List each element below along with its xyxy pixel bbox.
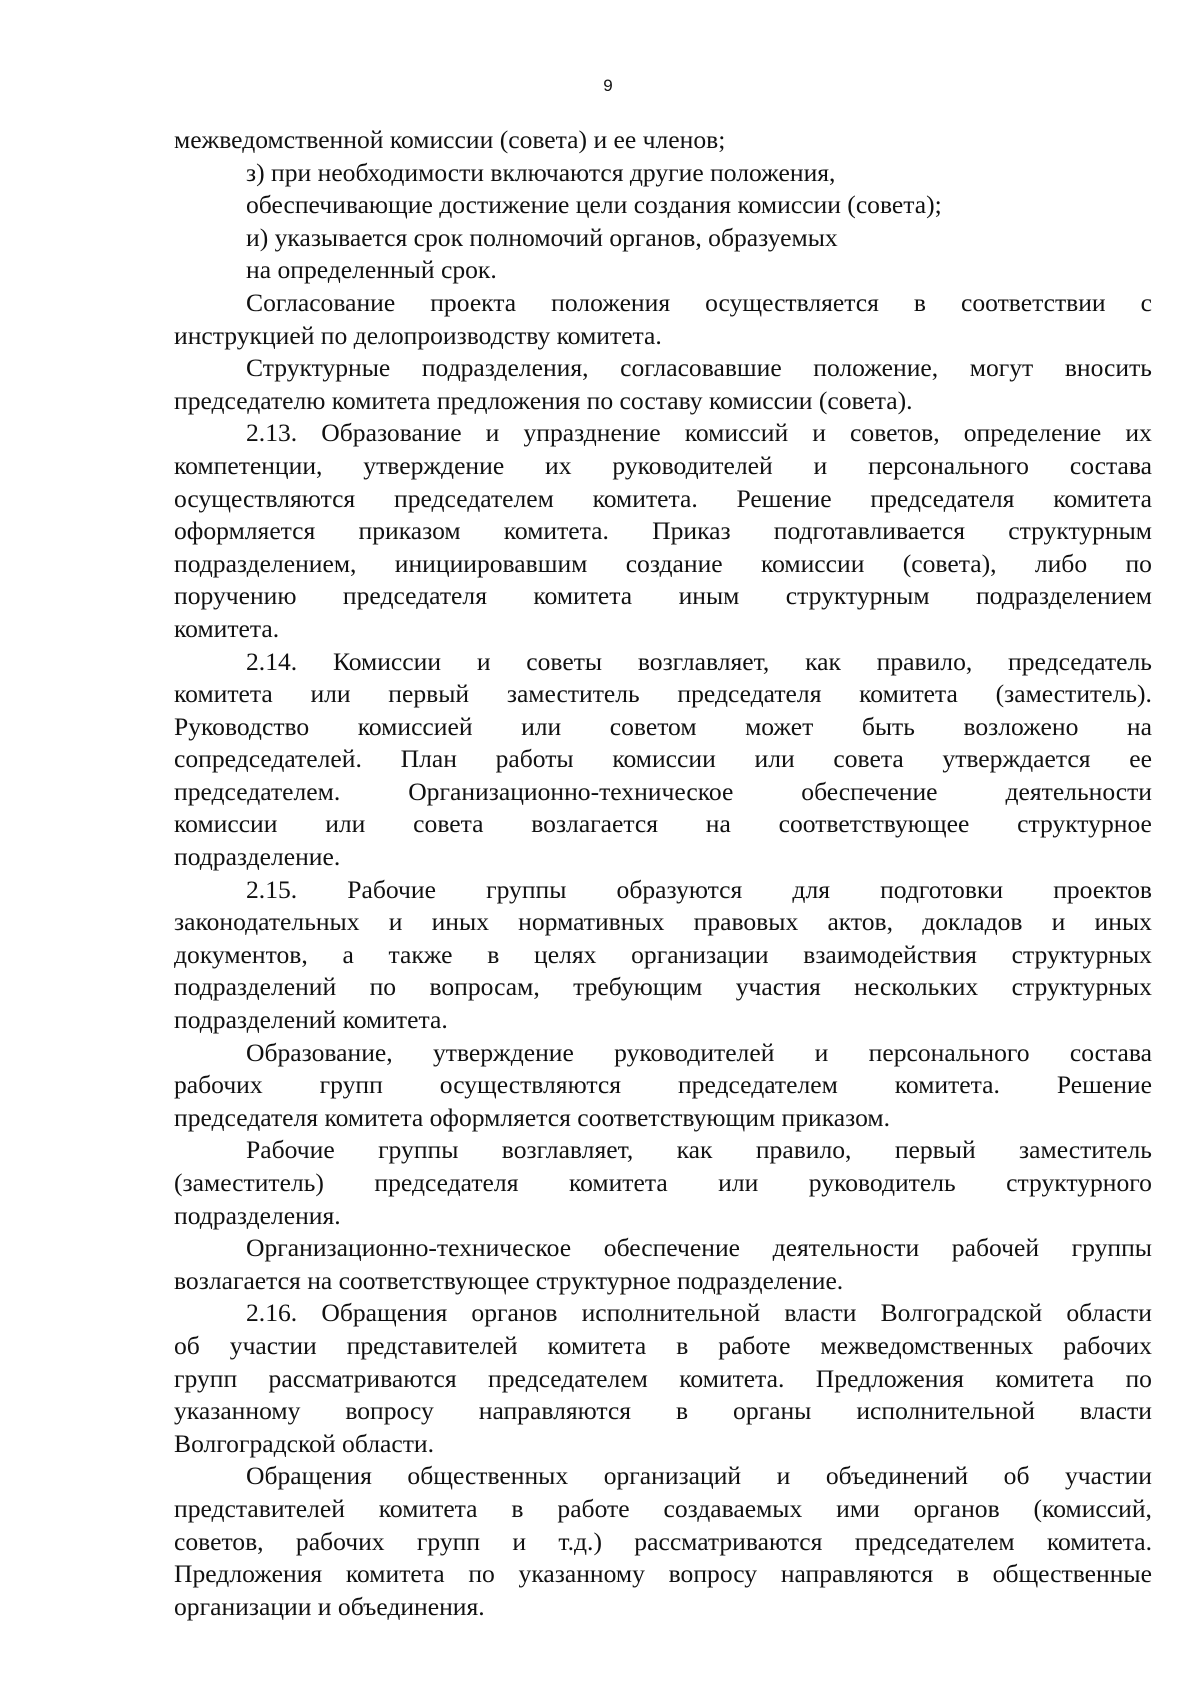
word: указанному bbox=[174, 1396, 301, 1426]
text-line: организации и объединения. bbox=[174, 1591, 485, 1621]
word: взаимодействия bbox=[803, 939, 977, 969]
text-line bbox=[174, 711, 1152, 744]
word: заместитель bbox=[506, 679, 640, 709]
word: председателя bbox=[342, 581, 487, 611]
word: участия bbox=[735, 972, 821, 1002]
word: председателем bbox=[488, 1363, 648, 1393]
word: иных bbox=[1094, 907, 1152, 937]
word: и bbox=[512, 1526, 527, 1556]
word: (заместитель). bbox=[995, 679, 1152, 709]
word: их bbox=[545, 450, 572, 480]
word: согласовавшие bbox=[620, 353, 782, 383]
text-line bbox=[174, 808, 1152, 841]
word: ими bbox=[836, 1493, 880, 1523]
word: председателем bbox=[677, 1070, 838, 1100]
word: возложено bbox=[963, 711, 1079, 741]
word: в bbox=[913, 287, 926, 317]
word: 2.13. bbox=[246, 418, 298, 448]
text-line bbox=[174, 1363, 1152, 1396]
text-line bbox=[174, 971, 1152, 1004]
word: по bbox=[369, 972, 397, 1002]
word: рассматриваются bbox=[634, 1526, 823, 1556]
text-line: обеспечивающие достижение цели создания комиссии (совета); bbox=[246, 190, 942, 220]
text-line bbox=[174, 874, 1152, 907]
word: по bbox=[468, 1559, 495, 1589]
text-line bbox=[174, 776, 1152, 809]
word: положение, bbox=[813, 353, 939, 383]
word: с bbox=[1140, 287, 1152, 317]
page-number: 9 bbox=[603, 76, 613, 95]
word: рабочих bbox=[295, 1526, 385, 1556]
text-line bbox=[174, 580, 1152, 613]
word: власти bbox=[1079, 1396, 1152, 1426]
text-line: председателю комитета предложения по составу комиссии (совета). bbox=[174, 385, 913, 415]
word: советы bbox=[526, 646, 603, 676]
word: комитета. bbox=[503, 516, 609, 546]
word: иных bbox=[431, 907, 489, 937]
word: на bbox=[1126, 711, 1152, 741]
word: по bbox=[1125, 1363, 1152, 1393]
text-line bbox=[174, 743, 1152, 776]
word: структурным bbox=[785, 581, 930, 611]
word: ее bbox=[1129, 744, 1152, 774]
word: исполнительной bbox=[581, 1298, 761, 1328]
word: (совета), bbox=[902, 548, 997, 578]
word: актов, bbox=[827, 907, 894, 937]
text-line bbox=[174, 1232, 1152, 1265]
text-line: подразделения. bbox=[174, 1200, 341, 1230]
text-line bbox=[174, 1330, 1152, 1363]
word: соответствующее bbox=[778, 809, 970, 839]
word: об bbox=[1003, 1461, 1030, 1491]
word: для bbox=[792, 874, 830, 904]
word: и bbox=[1051, 907, 1066, 937]
word: комитета. bbox=[679, 1363, 785, 1393]
word: исполнительной bbox=[856, 1396, 1035, 1426]
document-body bbox=[174, 124, 1152, 1623]
word: правило, bbox=[755, 1135, 852, 1165]
word: комиссии bbox=[760, 548, 865, 578]
word: подразделений bbox=[174, 972, 337, 1002]
text-line: и) указывается срок полномочий органов, образуемых bbox=[246, 222, 838, 252]
word: положения bbox=[551, 287, 671, 317]
text-line: председателя комитета оформляется соответствующим приказом. bbox=[174, 1102, 891, 1132]
word: работе bbox=[718, 1330, 791, 1360]
word: утверждение bbox=[363, 450, 505, 480]
text-line: подразделений комитета. bbox=[174, 1005, 448, 1035]
word: может bbox=[745, 711, 814, 741]
word: рабочих bbox=[1063, 1330, 1152, 1360]
word: структурного bbox=[1006, 1168, 1152, 1197]
word: Предложения bbox=[815, 1363, 964, 1393]
word: совета bbox=[833, 744, 904, 774]
text-line bbox=[174, 1526, 1152, 1559]
word: структурным bbox=[1008, 516, 1152, 546]
word: либо bbox=[1034, 548, 1088, 578]
word: председателя bbox=[677, 679, 822, 709]
word: или bbox=[718, 1168, 759, 1197]
word: общественные bbox=[992, 1559, 1152, 1589]
text-line bbox=[174, 678, 1152, 711]
word: могут bbox=[969, 353, 1034, 383]
word: в bbox=[956, 1559, 969, 1589]
word: комитета bbox=[547, 1330, 647, 1360]
word: возлагается bbox=[531, 809, 659, 839]
word: рассматриваются bbox=[268, 1363, 457, 1393]
word: Предложения bbox=[174, 1559, 323, 1589]
word: групп bbox=[319, 1070, 383, 1100]
text-line bbox=[174, 1167, 1152, 1200]
text-line: Волгоградской области. bbox=[174, 1428, 434, 1458]
word: вносить bbox=[1064, 353, 1152, 383]
text-line: подразделение. bbox=[174, 842, 341, 872]
word: организации bbox=[631, 939, 769, 969]
word: работы bbox=[495, 744, 574, 774]
word: создаваемых bbox=[663, 1493, 803, 1523]
text-line: на определенный срок. bbox=[246, 255, 497, 285]
word: сопредседателей. bbox=[174, 744, 362, 774]
text-line: з) при необходимости включаются другие положения, bbox=[246, 157, 836, 187]
word: комитета. bbox=[1046, 1526, 1152, 1556]
word: Рабочие bbox=[246, 1135, 335, 1165]
word: возглавляет, bbox=[501, 1135, 634, 1165]
text-line bbox=[174, 548, 1152, 581]
word: правовых bbox=[693, 907, 799, 937]
word: докладов bbox=[922, 907, 1023, 937]
word: как bbox=[805, 646, 841, 676]
word: в bbox=[511, 1493, 524, 1523]
word: рабочей bbox=[951, 1233, 1040, 1263]
word: возглавляет, bbox=[637, 646, 770, 676]
word: руководителей bbox=[612, 450, 773, 480]
word: подготовки bbox=[880, 874, 1004, 904]
word: группы bbox=[378, 1135, 459, 1165]
word: поручению bbox=[174, 581, 297, 611]
word: соответствии bbox=[961, 287, 1106, 317]
word: комитета bbox=[568, 1168, 668, 1197]
word: Обращения bbox=[246, 1461, 372, 1491]
word: указанному bbox=[518, 1559, 645, 1589]
word: советом bbox=[609, 711, 697, 741]
word: группы bbox=[1071, 1233, 1152, 1263]
word: и bbox=[388, 907, 403, 937]
word: утверждение bbox=[432, 1037, 574, 1067]
word: их bbox=[1125, 418, 1152, 448]
word: осуществляется bbox=[705, 287, 879, 317]
word: Обращения bbox=[321, 1298, 448, 1328]
word: 2.16. bbox=[246, 1298, 298, 1328]
word: вопросу bbox=[668, 1559, 758, 1589]
word: группы bbox=[486, 874, 567, 904]
word: комиссий bbox=[684, 418, 789, 448]
word: и bbox=[776, 1461, 791, 1491]
word: подразделением bbox=[975, 581, 1152, 611]
word: Образование bbox=[321, 418, 462, 448]
text-line bbox=[174, 450, 1152, 483]
word: председателем. bbox=[174, 776, 341, 806]
word: Рабочие bbox=[347, 874, 436, 904]
text-line bbox=[174, 906, 1152, 939]
word: Комиссии bbox=[332, 646, 442, 676]
word: власти bbox=[784, 1298, 857, 1328]
word: (заместитель) bbox=[174, 1168, 324, 1197]
word: объединений bbox=[825, 1461, 969, 1491]
word: заместитель bbox=[1019, 1135, 1152, 1165]
word: проектов bbox=[1053, 874, 1152, 904]
text-line bbox=[174, 1558, 1152, 1591]
word: комитета bbox=[345, 1559, 445, 1589]
word: подразделения, bbox=[421, 353, 589, 383]
word: осуществляются bbox=[174, 483, 356, 513]
word: Согласование bbox=[246, 287, 396, 317]
word: советов, bbox=[850, 418, 940, 448]
word: участии bbox=[1065, 1461, 1152, 1491]
word: комиссии bbox=[174, 809, 278, 839]
word: комитета bbox=[1053, 483, 1152, 513]
word: персонального bbox=[868, 1037, 1030, 1067]
word: (комиссий, bbox=[1033, 1493, 1152, 1523]
word: и bbox=[812, 418, 826, 448]
word: совета bbox=[413, 809, 484, 839]
word: или bbox=[521, 711, 562, 741]
word: проекта bbox=[430, 287, 517, 317]
word: персонального bbox=[868, 450, 1029, 480]
word: работе bbox=[557, 1493, 630, 1523]
word: Организационно-техническое bbox=[246, 1233, 572, 1263]
text-line bbox=[174, 287, 1152, 320]
word: структурных bbox=[1011, 939, 1152, 969]
word: оформляется bbox=[174, 516, 316, 546]
word: правило, bbox=[876, 646, 973, 676]
word: подразделением, bbox=[174, 548, 357, 578]
word: и bbox=[814, 1037, 829, 1067]
word: комитета bbox=[174, 679, 273, 709]
word: требующим bbox=[573, 972, 703, 1002]
text-line bbox=[174, 1395, 1152, 1428]
word: вопросам, bbox=[429, 972, 540, 1002]
word: комитета bbox=[533, 581, 633, 611]
word: представителей bbox=[174, 1493, 345, 1523]
word: Руководство bbox=[174, 711, 310, 741]
word: приказом bbox=[358, 516, 461, 546]
word: 2.14. bbox=[246, 646, 298, 676]
word: участии bbox=[229, 1330, 317, 1360]
word: или bbox=[310, 679, 351, 709]
word: состава bbox=[1069, 450, 1152, 480]
word: Решение bbox=[1056, 1070, 1152, 1100]
word: групп bbox=[416, 1526, 481, 1556]
word: осуществляются bbox=[439, 1070, 621, 1100]
word: Волгоградской bbox=[880, 1298, 1043, 1328]
word: компетенции, bbox=[174, 450, 323, 480]
word: председатель bbox=[1008, 646, 1152, 676]
word: об bbox=[174, 1330, 200, 1360]
word: документов, bbox=[174, 939, 308, 969]
text-line: инструкцией по делопроизводству комитета. bbox=[174, 320, 662, 350]
word: руководитель bbox=[808, 1168, 956, 1197]
word: а bbox=[342, 939, 354, 969]
text-line bbox=[174, 1297, 1152, 1330]
word: обеспечение bbox=[801, 776, 938, 806]
word: в bbox=[487, 939, 500, 969]
word: или bbox=[754, 744, 795, 774]
word: вопросу bbox=[345, 1396, 434, 1426]
word: комитета bbox=[995, 1363, 1095, 1393]
word: области bbox=[1066, 1298, 1152, 1328]
word: первый bbox=[388, 679, 470, 709]
word: председателя bbox=[870, 483, 1015, 513]
text-line bbox=[174, 1493, 1152, 1526]
word: деятельности bbox=[772, 1233, 920, 1263]
word: обеспечение bbox=[603, 1233, 741, 1263]
word: Приказ bbox=[652, 516, 731, 546]
word: нескольких bbox=[854, 972, 979, 1002]
word: структурных bbox=[1011, 972, 1152, 1002]
text-line bbox=[174, 1460, 1152, 1493]
word: руководителей bbox=[614, 1037, 775, 1067]
text-line bbox=[174, 1037, 1152, 1070]
word: и bbox=[813, 450, 828, 480]
word: советов, bbox=[174, 1526, 264, 1556]
text-line bbox=[174, 483, 1152, 516]
text-line: межведомственной комиссии (совета) и ее членов; bbox=[174, 125, 726, 154]
text-line bbox=[174, 515, 1152, 548]
text-line bbox=[174, 646, 1152, 679]
word: быть bbox=[861, 711, 915, 741]
word: инициировавшим bbox=[394, 548, 588, 578]
word: комиссии bbox=[612, 744, 716, 774]
word: Структурные bbox=[246, 353, 391, 383]
word: законодательных bbox=[174, 907, 360, 937]
text-line bbox=[174, 417, 1152, 450]
word: направляются bbox=[780, 1559, 934, 1589]
word: групп bbox=[174, 1363, 238, 1393]
word: подготавливается bbox=[773, 516, 966, 546]
word: или bbox=[325, 809, 366, 839]
word: Организационно-техническое bbox=[408, 776, 734, 806]
word: в bbox=[676, 1330, 689, 1360]
word: направляются bbox=[478, 1396, 632, 1426]
word: также bbox=[388, 939, 453, 969]
word: создание bbox=[625, 548, 723, 578]
word: комиссией bbox=[357, 711, 473, 741]
word: комитета bbox=[378, 1493, 478, 1523]
text-line: комитета. bbox=[174, 613, 280, 643]
word: и bbox=[485, 418, 500, 448]
word: и bbox=[476, 646, 491, 676]
word: общественных bbox=[407, 1461, 569, 1491]
word: по bbox=[1125, 548, 1152, 578]
word: комитета bbox=[859, 679, 958, 709]
word: определение bbox=[963, 418, 1102, 448]
word: иным bbox=[678, 581, 740, 611]
word: председателем bbox=[394, 483, 554, 513]
word: председателя bbox=[374, 1168, 519, 1197]
word: нормативных bbox=[518, 907, 665, 937]
text-line bbox=[174, 1069, 1152, 1102]
word: органов bbox=[913, 1493, 1000, 1523]
word: межведомственных bbox=[820, 1330, 1034, 1360]
word: в bbox=[675, 1396, 689, 1426]
word: структурное bbox=[1017, 809, 1152, 839]
word: упразднение bbox=[523, 418, 661, 448]
word: План bbox=[400, 744, 457, 774]
word: целях bbox=[534, 939, 597, 969]
word: Решение bbox=[736, 483, 832, 513]
word: образуются bbox=[616, 874, 743, 904]
word: состава bbox=[1069, 1037, 1152, 1067]
word: т.д.) bbox=[558, 1526, 602, 1556]
word: комитета. bbox=[592, 483, 698, 513]
word: председателем bbox=[854, 1526, 1015, 1556]
word: органы bbox=[733, 1396, 812, 1426]
word: рабочих bbox=[174, 1070, 263, 1100]
text-line: возлагается на соответствующее структурное подразделение. bbox=[174, 1265, 844, 1295]
word: на bbox=[705, 809, 731, 839]
text-line bbox=[174, 1134, 1152, 1167]
word: утверждается bbox=[942, 744, 1091, 774]
word: деятельности bbox=[1005, 776, 1152, 806]
word: первый bbox=[894, 1135, 976, 1165]
word: 2.15. bbox=[246, 874, 298, 904]
word: органов bbox=[471, 1298, 558, 1328]
text-line bbox=[174, 352, 1152, 385]
word: комитета. bbox=[894, 1070, 1000, 1100]
word: Образование, bbox=[246, 1037, 393, 1067]
word: организаций bbox=[603, 1461, 742, 1491]
word: как bbox=[676, 1135, 713, 1165]
text-line bbox=[174, 939, 1152, 972]
word: представителей bbox=[346, 1330, 518, 1360]
